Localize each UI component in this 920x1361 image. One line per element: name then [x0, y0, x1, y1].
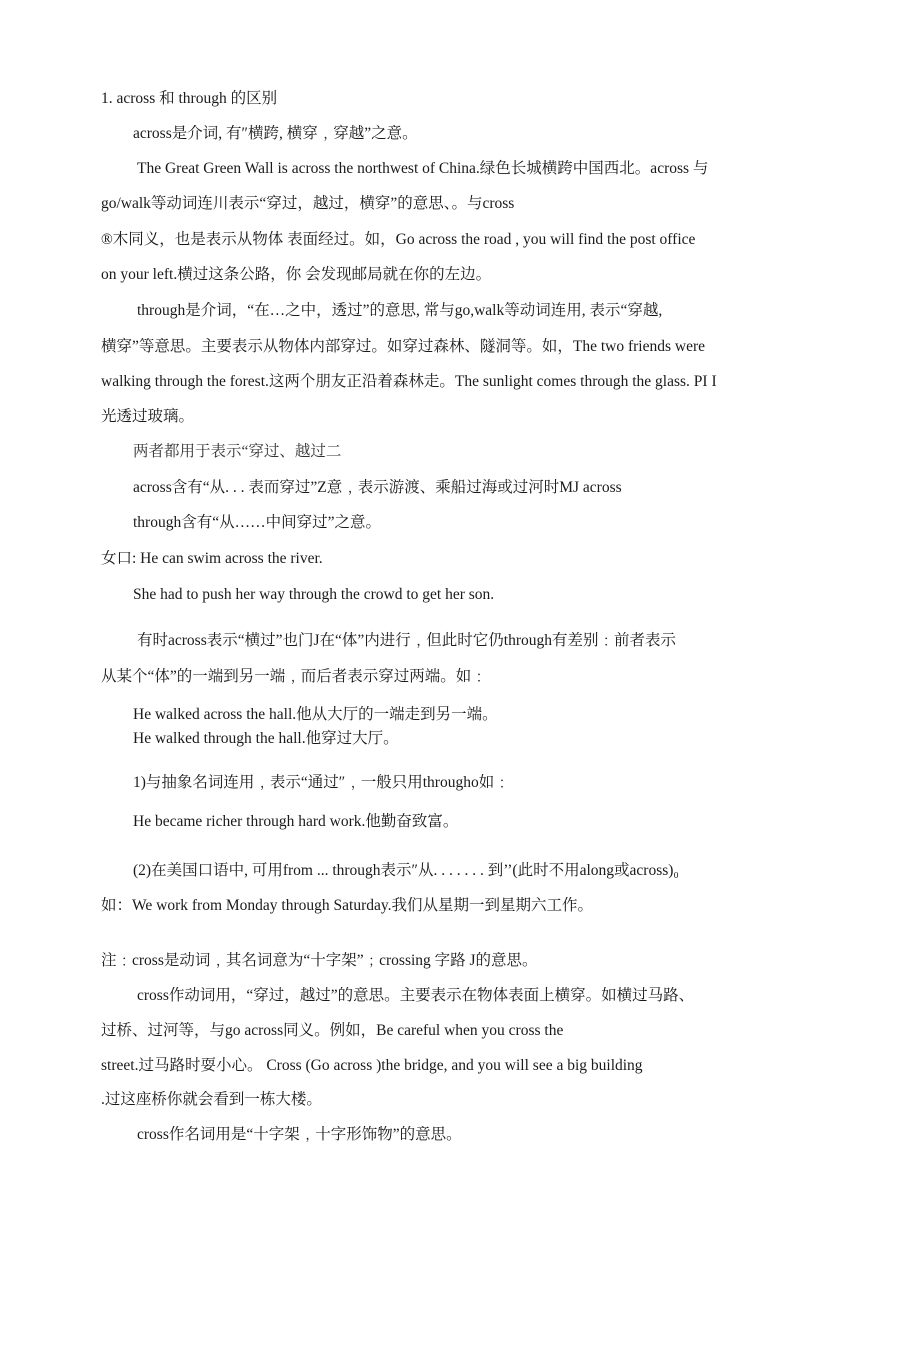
- text-line: go/walk等动词连川表示“穿过，越过，横穿”的意思、。与cross: [101, 195, 515, 212]
- text-line: cross作动词用，“穿过，越过”的意思。主要表示在物体表面上横穿。如横过马路、: [137, 987, 695, 1004]
- text-line: 横穿”等意思。主要表示从物体内部穿过。如穿过森林、隧洞等。如，The two friends were: [101, 338, 706, 355]
- text-line: 过桥、过河等，与go across同义。例如，Be careful when you cross the: [101, 1022, 564, 1039]
- text-line: through是介词，“在…之中，透过”的意思, 常与go,walk等动词连用, 表示“穿越,: [137, 302, 663, 319]
- text-line: 两者都用于表示“穿过、越过二: [133, 443, 342, 460]
- text-line: 女口: He can swim across the river.: [101, 550, 323, 567]
- text-line: 1)与抽象名词连用﹐表示“通过″﹐一般只用througho如﹕: [133, 774, 510, 791]
- text-line: He became richer through hard work.他勤奋致富。: [133, 813, 459, 830]
- text-line: 光透过玻璃。: [101, 408, 195, 425]
- section-heading: 1. across 和 through 的区别: [101, 90, 278, 107]
- text-line: cross作名词用是“十字架﹐十字形饰物”的意思。: [137, 1126, 462, 1143]
- text-line: He walked across the hall.他从大厅的一端走到另一端。: [133, 706, 498, 723]
- text-line: walking through the forest.这两个朋友正沿着森林走。The sunlight comes through the glass. PI I: [101, 373, 717, 390]
- text-line: ®木同义，也是表示从物体 表面经过。如，Go across the road , you will find the post office: [101, 231, 696, 248]
- text-line: .过这座桥你就会看到一栋大楼。: [101, 1091, 322, 1108]
- text-line: 从某个“体”的一端到另一端﹐而后者表示穿过两端。如﹕: [101, 668, 487, 685]
- text-line: (2)在美国口语中, 可用from ... through表示″从. . . . . . . 到’’(此时不用along或across)₀: [133, 862, 679, 879]
- text-line: She had to push her way through the crowd to get her son.: [133, 586, 495, 603]
- text-line: through含有“从……中间穿过”之意。: [133, 514, 381, 531]
- text-line: The Great Green Wall is across the northwest of China.绿色长城横跨中国西北。across 与: [137, 160, 709, 177]
- text-line: 如：We work from Monday through Saturday.我们从星期一到星期六工作。: [101, 897, 593, 914]
- text-line: 有时across表示“横过”也门J在“体”内进行﹐但此时它仍through有差别﹕前者表示: [137, 632, 677, 649]
- text-line: across是介词, 有″横跨, 横穿﹐穿越”之意。: [133, 125, 418, 142]
- text-line: He walked through the hall.他穿过大厅。: [133, 730, 399, 747]
- text-line: across含有“从. . . 表而穿过”Z意﹐表示游渡、乘船过海或过河时MJ across: [133, 479, 622, 496]
- text-line: street.过马路时耍小心。 Cross (Go across )the bridge, and you will see a big building: [101, 1057, 643, 1074]
- note-line: 注﹕cross是动词﹐其名词意为“十字架”﹔crossing 字路 J的意思。: [101, 952, 538, 969]
- text-line: on your left.横过这条公路，你 会发现邮局就在你的左边。: [101, 266, 492, 283]
